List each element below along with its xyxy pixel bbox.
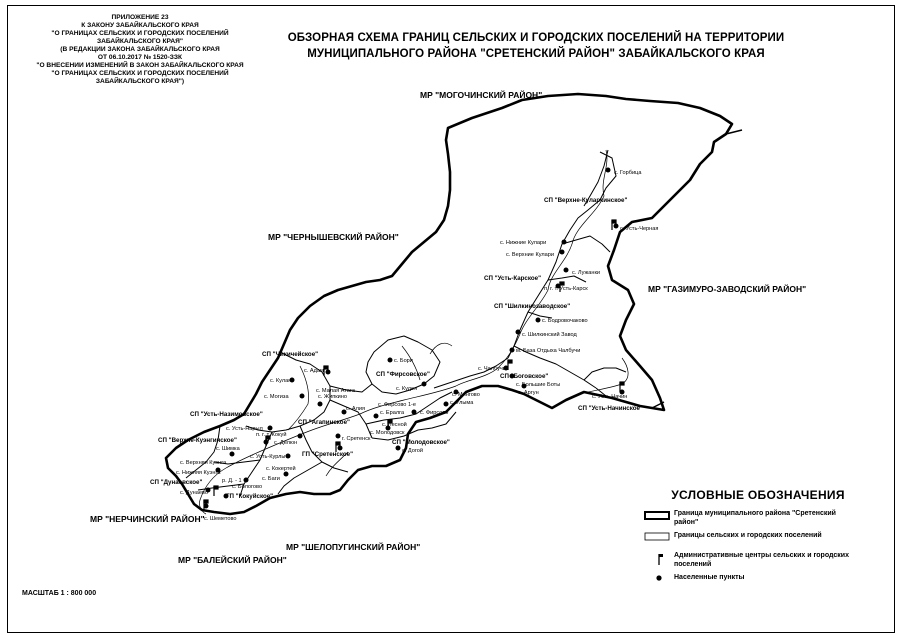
place-label: с. Горбица <box>614 170 642 176</box>
map-title-line-2: МУНИЦИПАЛЬНОГО РАЙОНА "СРЕТЕНСКИЙ РАЙОН" ЗАБАЙКАЛЬСКОГО КРАЯ <box>307 48 765 60</box>
place-label: с. Усть-Курлыч <box>250 454 289 460</box>
legend-label: Административные центры сельских и городских поселений <box>674 552 849 568</box>
settlement-dot-icon <box>644 574 670 584</box>
area-label: СП "Верхне-Куларкинское" <box>544 197 628 204</box>
place-label: с. Лужанки <box>572 270 601 276</box>
settlement-dot <box>562 240 567 245</box>
settlement-dot <box>268 426 273 431</box>
area-label: СП "Дунаевское" <box>150 479 203 486</box>
map-scale: МАСШТАБ 1 : 800 000 <box>22 590 97 597</box>
place-label: с. Фирсово 1-е <box>378 402 417 408</box>
place-label: с. Кулан <box>270 378 292 384</box>
settlement-dot <box>388 358 393 363</box>
place-label: с. Бодровочаково <box>542 318 588 324</box>
place-label: с. Делюн <box>274 440 298 446</box>
legend-title: УСЛОВНЫЕ ОБОЗНАЧЕНИЯ <box>671 488 845 502</box>
area-label: СП "Молодовское" <box>392 439 450 446</box>
admin-center-flag <box>508 360 512 370</box>
area-label: СП "Фирсовское" <box>376 371 430 378</box>
place-label: с. Шилкинский Завод <box>522 332 577 338</box>
place-label: с. Шимка <box>216 446 240 452</box>
place-label: с. Догой <box>402 448 424 454</box>
place-label: м. База Отдыха Чалбучи <box>516 348 581 354</box>
settlement-dot <box>326 370 331 375</box>
neighbor-label-shelopugino: МР "ШЕЛОПУГИНСКИЙ РАЙОН" <box>286 542 421 552</box>
settlement-dot <box>606 168 611 173</box>
place-label: с. Бори <box>394 358 413 364</box>
settlement-dot <box>298 434 303 439</box>
place-label: с. Фирсово <box>420 410 449 416</box>
settlement-dot <box>564 268 569 273</box>
area-label: ГП "Сретенское" <box>302 451 354 458</box>
neighbor-label-gazimur: МР "ГАЗИМУРО-ЗАВОДСКИЙ РАЙОН" <box>648 284 807 294</box>
place-label: с. Усть-Нарыл <box>226 426 263 432</box>
place-label: с. Нижняя Куэнга <box>176 470 221 476</box>
district-boundary-swatch <box>644 511 670 521</box>
area-label: СП "Чикичейское" <box>262 351 319 358</box>
place-label: п. г. т. Усть-Карск <box>544 286 588 292</box>
annex-line: (В РЕДАКЦИИ ЗАКОНА ЗАБАЙКАЛЬСКОГО КРАЯ <box>60 46 220 53</box>
place-label: с. Алия <box>346 406 366 412</box>
place-label: с. Адам <box>304 368 324 374</box>
place-label: с. Ералга <box>380 410 405 416</box>
neighbor-label-baley: МР "БАЛЕЙСКИЙ РАЙОН" <box>178 555 287 565</box>
settlement-dot <box>396 446 401 451</box>
place-label: с. Кудея <box>396 386 418 392</box>
place-label: р. Д. - 1 <box>222 478 242 484</box>
settlement-dot <box>422 382 427 387</box>
settlement-dot <box>318 402 323 407</box>
annex-line: ОТ 06.10.2017 № 1520-ЗЗК <box>97 54 183 61</box>
annex-line: ЗАБАЙКАЛЬСКОГО КРАЯ") <box>95 78 185 85</box>
settlement-dot <box>536 318 541 323</box>
annex-line: "О ГРАНИЦАХ СЕЛЬСКИХ И ГОРОДСКИХ ПОСЕЛЕНИЙ <box>51 30 229 37</box>
settlement-dot <box>230 452 235 457</box>
settlement-dot <box>560 250 565 255</box>
settlement-dot <box>338 446 343 451</box>
annex-line: "О ГРАНИЦАХ СЕЛЬСКИХ И ГОРОДСКИХ ПОСЕЛЕНИЙ <box>51 70 229 77</box>
place-label: с. Шеметово <box>204 516 237 522</box>
settlement-dot <box>412 410 417 415</box>
neighbor-label-nerchinsk: МР "НЕРЧИНСКИЙ РАЙОН" <box>90 514 205 524</box>
place-label: с. Большие Боты <box>516 382 561 388</box>
settlement-dot <box>516 330 521 335</box>
place-label: с. Баги <box>262 476 280 482</box>
place-label: с. Малая Атага <box>316 388 355 394</box>
annex-line: ЗАБАЙКАЛЬСКОГО КРАЯ" <box>97 38 183 45</box>
settlement-boundary-swatch <box>644 532 670 542</box>
annex-line: ПРИЛОЖЕНИЕ 23 <box>111 14 169 21</box>
district-boundary <box>166 94 732 514</box>
annex-line: "О ВНЕСЕНИИ ИЗМЕНЕНИЙ В ЗАКОН ЗАБАЙКАЛЬСКОГО КРАЯ <box>36 62 244 69</box>
place-label: с. Лесной <box>382 422 407 428</box>
map-title-line-1: ОБЗОРНАЯ СХЕМА ГРАНИЦ СЕЛЬСКИХ И ГОРОДСКИХ ПОСЕЛЕНИЙ НА ТЕРРИТОРИИ <box>287 32 785 44</box>
settlement-dot <box>444 402 449 407</box>
place-label: с. Верхние Кулари <box>506 252 555 258</box>
neighbor-label-mogocha: МР "МОГОЧИНСКИЙ РАЙОН" <box>420 90 543 100</box>
area-label: СП "Усть-Карское" <box>484 275 542 282</box>
area-label: СП "Агапинское" <box>298 419 350 426</box>
admin-center-flag-icon <box>644 552 670 566</box>
settlement-dot <box>374 414 379 419</box>
area-label: СП "Боговское" <box>500 373 549 380</box>
area-label: СП "Верхне-Куэнгинское" <box>158 437 237 444</box>
admin-center-flag <box>214 486 218 496</box>
place-label: с. Мингово <box>452 392 480 398</box>
place-label: с. Жипкино <box>318 394 347 400</box>
place-label: с. Нижние Кулари <box>500 240 547 246</box>
place-label: п. г. т. Кокуй <box>256 432 287 438</box>
settlement-dot <box>614 224 619 229</box>
settlement-dot <box>244 478 249 483</box>
settlement-dot <box>284 472 289 477</box>
settlement-dot <box>510 348 515 353</box>
place-label: с. Молодовск <box>370 430 405 436</box>
place-label: с. Усть-Начин <box>592 394 628 400</box>
neighbor-label-chernyshevsk: МР "ЧЕРНЫШЕВСКИЙ РАЙОН" <box>268 232 399 242</box>
settlement-dot <box>300 394 305 399</box>
area-label: СП "Усть-Начинское" <box>578 405 643 412</box>
place-label: с. Дунаево <box>180 490 208 496</box>
place-label: с. Усть-Черная <box>620 226 659 232</box>
legend-label: Границы сельских и городских поселений <box>674 532 822 539</box>
place-label: с. Чалбучи <box>478 366 506 372</box>
area-label: СП "Шилкинозаводское" <box>494 303 571 310</box>
place-label: с. Улыма <box>450 400 474 406</box>
legend-label: Граница муниципального района "Сретенский район" <box>674 510 836 526</box>
place-label: с. Бологово <box>232 484 263 490</box>
place-label: г. Сретенск <box>342 436 371 442</box>
place-label: с. Кокертей <box>266 466 296 472</box>
place-label: с. Аргун <box>518 390 539 396</box>
legend-label: Населенные пункты <box>674 574 745 581</box>
settlement-dot <box>336 434 341 439</box>
place-label: с. Могиза <box>264 394 289 400</box>
area-label: ГП "Кокуйское" <box>226 493 274 500</box>
place-label: с. Верхняя Куэнга <box>180 460 227 466</box>
area-label: СП "Усть-Назимовское" <box>190 411 263 418</box>
annex-line: К ЗАКОНУ ЗАБАЙКАЛЬСКОГО КРАЯ <box>81 22 199 29</box>
